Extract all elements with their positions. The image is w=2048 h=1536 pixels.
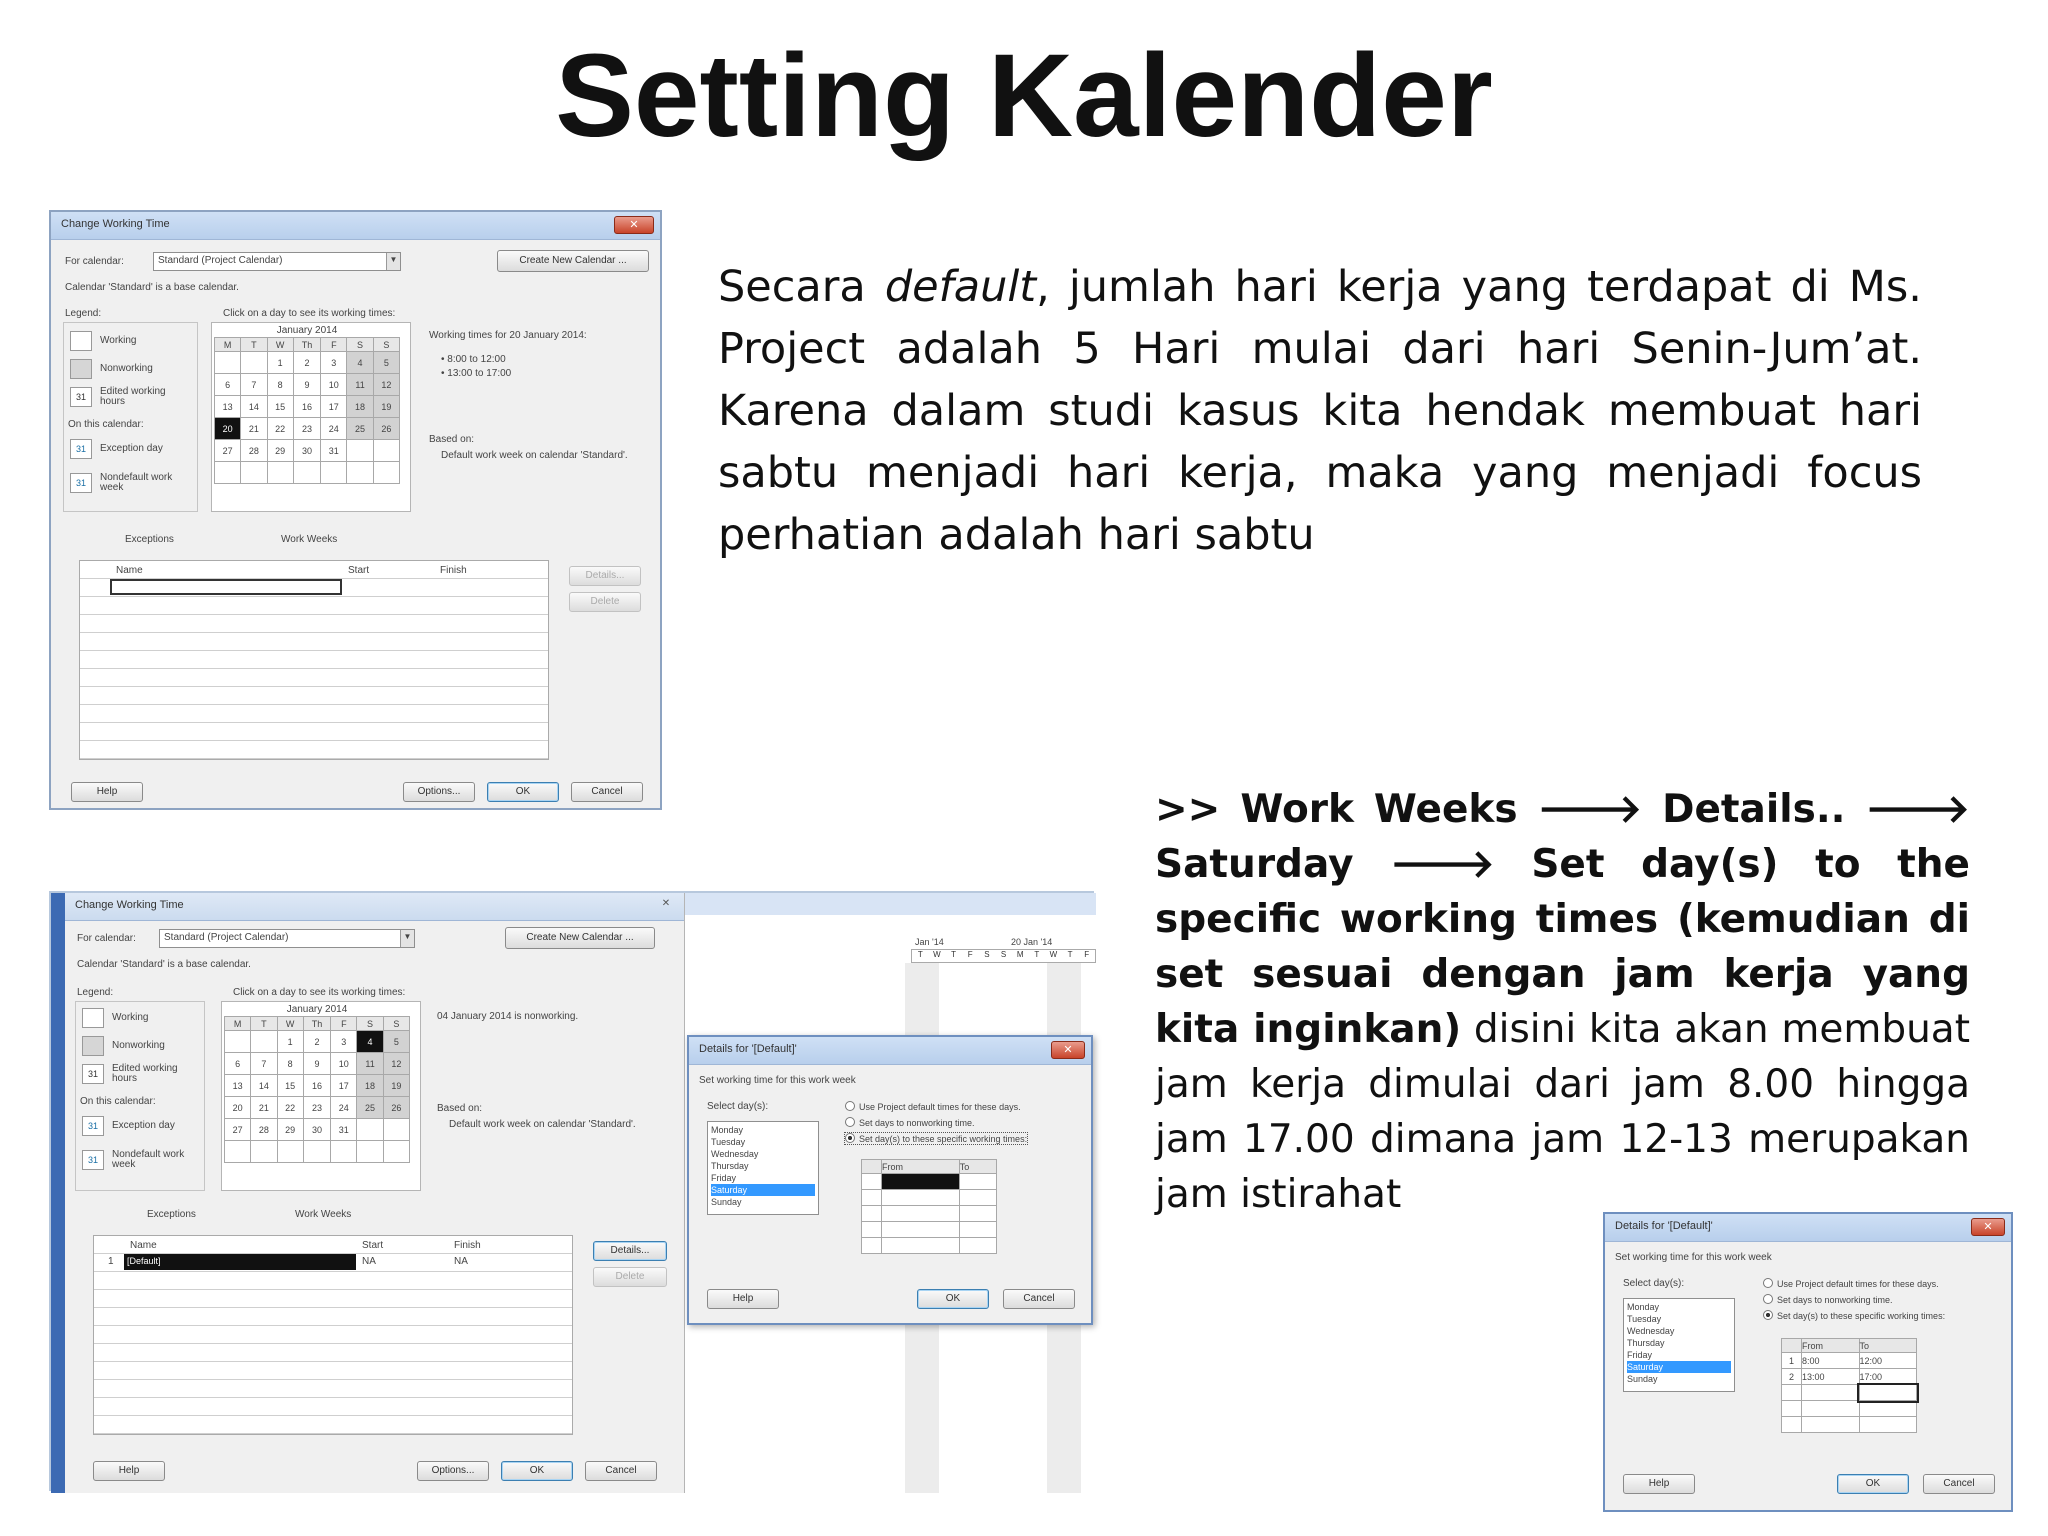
calendar-box: January 2014 M T W Th F S S 1 2 3 4 5 6 7 8 9 10 11 12 13 14 15 16 17 18 19 20 21 22 23 24 25 26 27 28 29 30 31 (221, 1001, 421, 1191)
close-button[interactable]: ✕ (1971, 1218, 2005, 1236)
calendar-grid[interactable]: M T W Th F S S 1 2 3 4 5 6 7 8 9 10 11 12 13 14 15 16 17 18 19 20 21 22 23 24 25 26 27 28 29 30 31 (224, 1016, 410, 1163)
details-button[interactable]: Details... (593, 1241, 667, 1261)
help-button[interactable]: Help (707, 1289, 779, 1309)
ok-button[interactable]: OK (917, 1289, 989, 1309)
chevron-down-icon: ▼ (400, 930, 414, 947)
default-row-name[interactable]: [Default] (124, 1254, 356, 1270)
nonworking-swatch (82, 1036, 104, 1056)
ok-button[interactable]: OK (1837, 1474, 1909, 1494)
nonworking-swatch (70, 359, 92, 379)
delete-button[interactable]: Delete (593, 1267, 667, 1287)
calendar-grid[interactable]: M T W Th F S S 1 2 3 4 5 6 7 8 9 10 11 12 13 14 15 16 17 18 19 20 21 22 23 24 25 26 27 28 29 30 31 (214, 337, 400, 484)
change-working-time-dialog-2 (39, 891, 1094, 1491)
nondefault-swatch: 31 (70, 473, 92, 493)
nonworking-radio[interactable]: Set days to nonworking time. (845, 1117, 975, 1128)
day-listbox[interactable]: Monday Tuesday Wednesday Thursday Friday Saturday Sunday (1623, 1298, 1735, 1392)
name-cell-editor[interactable] (110, 579, 342, 595)
cancel-button[interactable]: Cancel (585, 1461, 657, 1481)
specific-times-radio[interactable]: Set day(s) to these specific working times: (1763, 1310, 1945, 1321)
help-button[interactable]: Help (93, 1461, 165, 1481)
intro-paragraph: Secara default, jumlah hari kerja yang terdapat di Ms. Project adalah 5 Hari mulai dari hari Senin-Jum’at. Karena dalam studi kasus kita hendak membuat hari sabtu menjadi hari kerja, maka yang menjadi focus perhatian adalah hari sabtu (718, 262, 1922, 560)
close-button[interactable]: ✕ (1051, 1041, 1085, 1059)
gantt-area: Jan '14 20 Jan '14 T W T F S S M T W T F (671, 893, 1096, 1493)
nonworking-radio[interactable]: Set days to nonworking time. (1763, 1294, 1893, 1305)
specific-times-radio[interactable]: Set day(s) to these specific working times: (845, 1133, 1027, 1144)
for-calendar-select[interactable]: Standard (Project Calendar) ▼ (159, 929, 415, 948)
cancel-button[interactable]: Cancel (1923, 1474, 1995, 1494)
cancel-button[interactable]: Cancel (571, 782, 643, 802)
tab-exceptions[interactable]: Exceptions (147, 1209, 196, 1220)
working-swatch (70, 331, 92, 351)
exception-swatch: 31 (70, 439, 92, 459)
tab-exceptions[interactable]: Exceptions (125, 534, 174, 545)
tab-work-weeks[interactable]: Work Weeks (295, 1209, 352, 1220)
title-bar: Change Working Time ✕ (65, 893, 684, 921)
details-button[interactable]: Details... (569, 566, 641, 586)
options-button[interactable]: Options... (403, 782, 475, 802)
for-calendar-select[interactable]: Standard (Project Calendar) ▼ (153, 252, 401, 271)
times-grid[interactable]: From To 1 8:00 12:00 2 13:00 17:00 (1781, 1338, 1917, 1433)
details-dialog-overlay: Details for '[Default]' ✕ Set working time for this work week Select day(s): Monday Tuesday Wednesday Thursday Friday Saturday Sunday Use Project default times for these days. Set days to nonworking time. Set day(s) to these specific working times: From To Help OK Cancel (687, 1035, 1093, 1325)
create-new-calendar-button[interactable]: Create New Calendar ... (505, 927, 655, 949)
tab-work-weeks[interactable]: Work Weeks (281, 534, 338, 545)
calendar-box: January 2014 M T W Th F S S 1 2 3 4 5 6 7 8 9 10 11 12 13 14 15 16 17 18 19 20 21 22 23 24 25 26 27 28 29 30 31 (211, 322, 411, 512)
gantt-day-header: T W T F S S M T W T F (911, 949, 1096, 963)
chevron-down-icon: ▼ (386, 253, 400, 270)
help-button[interactable]: Help (71, 782, 143, 802)
close-icon[interactable]: ✕ (661, 898, 671, 909)
legend-group: Working Nonworking 31 Edited working hours On this calendar: 31 Exception day 31 Nondefault work week (63, 322, 198, 512)
use-default-radio[interactable]: Use Project default times for these days. (845, 1101, 1021, 1112)
work-weeks-table[interactable]: Name Start Finish 1 [Default] NA NA (93, 1235, 573, 1435)
edited-hours-swatch: 31 (70, 387, 92, 407)
legend-group: Working Nonworking 31 Edited working hours On this calendar: 31 Exception day 31 Nondefault work week (75, 1001, 205, 1191)
edited-hours-swatch: 31 (82, 1064, 104, 1084)
exception-swatch: 31 (82, 1116, 104, 1136)
slide-title: Setting Kalender (555, 30, 1493, 162)
change-working-time-dialog-1: Change Working Time ✕ For calendar: Standard (Project Calendar) ▼ Create New Calendar ... Calendar 'Standard' is a base calendar. Legend: Working Nonworking 31 Edited working hours On this calendar: 31 Exception day 31 Nondefault work week Click on a day to see its working times: January 2014 M T W Th F S S 1 2 3 4 5 6 7 8 9 10 11 12 13 14 15 16 17 18 19 20 21 22 23 24 25 26 27 28 29 30 31 Working times for 20 January 2014: • 8:00 to 12:00 • 13:00 to 17:00 Based on: Default work week on calendar 'Standard'. Exceptions Work Weeks Name Start Finish Details... Delete Help Options... OK Cancel (49, 210, 662, 810)
close-button[interactable]: ✕ (614, 216, 654, 234)
instruction-paragraph: >> Work Weeks 🡒 Details.. 🡒 Saturday 🡒 Set day(s) to the specific working times (kemudian di set sesuai dengan jam kerja yang kita inginkan) disini kita akan membuat jam kerja dimulai dari jam 8.00 hingga jam 17.00 dimana jam 12-13 merupakan jam istirahat (1155, 787, 1970, 1217)
gantt-side-strip: Gantt Chart (51, 893, 65, 1493)
times-grid[interactable]: From To (861, 1159, 997, 1254)
exceptions-table[interactable]: Name Start Finish (79, 560, 549, 760)
help-button[interactable]: Help (1623, 1474, 1695, 1494)
details-title-bar: Details for '[Default]' ✕ (689, 1037, 1091, 1065)
title-bar: Details for '[Default]' ✕ (1605, 1214, 2011, 1242)
cwt-dialog-body: Change Working Time ✕ For calendar: Standard (Project Calendar) ▼ Create New Calendar ... Calendar 'Standard' is a base calendar. Legend: Working Nonworking 31 Edited working hours On this calendar: 31 Exception day 31 Nondefault work week Click on a day to see its working times: January 2014 M T W Th F S S 1 2 3 4 5 6 7 8 9 10 11 12 13 14 15 16 17 18 19 20 21 22 23 24 25 26 27 28 29 30 31 04 January 2014 is nonworking. Based on: Default work week on calendar 'Standard'. Exceptions Work Weeks Name Start Finish 1 [Default] NA NA Details... Delete Help Options... OK Cancel (65, 893, 685, 1493)
ok-button[interactable]: OK (487, 782, 559, 802)
ok-button[interactable]: OK (501, 1461, 573, 1481)
options-button[interactable]: Options... (417, 1461, 489, 1481)
working-swatch (82, 1008, 104, 1028)
nondefault-swatch: 31 (82, 1150, 104, 1170)
use-default-radio[interactable]: Use Project default times for these days. (1763, 1278, 1939, 1289)
day-listbox[interactable]: Monday Tuesday Wednesday Thursday Friday Saturday Sunday (707, 1121, 819, 1215)
details-dialog-filled: Details for '[Default]' ✕ Set working time for this work week Select day(s): Monday Tuesday Wednesday Thursday Friday Saturday Sunday Use Project default times for these days. Set days to nonworking time. Set day(s) to these specific working times: From To 1 8:00 12:00 2 13:00 17:00 Help OK Cancel (1603, 1212, 2013, 1512)
create-new-calendar-button[interactable]: Create New Calendar ... (497, 250, 649, 272)
title-bar: Change Working Time ✕ (51, 212, 660, 240)
cancel-button[interactable]: Cancel (1003, 1289, 1075, 1309)
delete-button[interactable]: Delete (569, 592, 641, 612)
